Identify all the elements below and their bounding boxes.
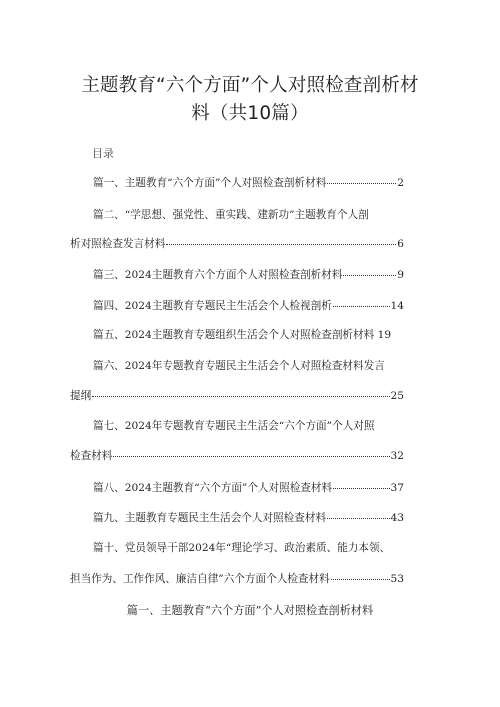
toc-entry-text: 析对照检查发言材料 <box>70 238 166 250</box>
toc-page-number: 2 <box>397 177 404 189</box>
toc-entry-text: 提纲 <box>70 390 92 402</box>
toc-entry-text: 篇三、2024主题教育六个方面个人对照检查剖析材料 <box>93 269 343 281</box>
toc-page-number: 9 <box>397 269 404 281</box>
toc-page-number: 14 <box>390 300 404 312</box>
section-title: 篇一、主题教育“六个方面”个人对照检查剖析材料 <box>126 604 374 617</box>
toc-dot-leader <box>92 386 389 397</box>
document-title-line-1: 主题教育“六个方面”个人对照检查剖析材 <box>81 75 419 96</box>
toc-entry-10-line-1[interactable]: 篇十、党员领导干部2024年“理论学习、政治素质、能力本领、 <box>93 542 391 554</box>
toc-page-number: 37 <box>390 482 404 494</box>
toc-entry-1[interactable] <box>93 175 404 189</box>
toc-entry-text: 篇八、2024主题教育“六个方面”个人对照检查材料 <box>93 482 333 494</box>
document-title <box>60 72 440 128</box>
toc-entry-text: 篇九、主题教育专题民主生活会个人对照检查材料 <box>93 512 327 524</box>
toc-page-number: 32 <box>390 450 404 462</box>
toc-entry-5[interactable]: 篇五、2024主题教育专题组织生活会个人对照检查剖析材料 19 <box>93 329 392 341</box>
toc-heading: 目录 <box>92 147 114 160</box>
toc-entry-7[interactable] <box>70 448 404 462</box>
toc-page-number: 6 <box>397 238 404 250</box>
toc-entry-text: 检查材料 <box>70 450 113 462</box>
toc-dot-leader <box>331 569 390 580</box>
toc-entry-2[interactable] <box>70 236 404 250</box>
toc-entry-3[interactable] <box>93 267 404 281</box>
toc-entry-text: 篇四、2024主题教育专题民主生活会个人检视剖析 <box>93 300 332 312</box>
toc-page-number: 43 <box>390 512 404 524</box>
toc-entry-6-line-1[interactable]: 篇六、2024年专题教育专题民主生活会个人对照检查材料发言 <box>93 360 385 372</box>
toc-entry-10[interactable] <box>70 571 404 585</box>
toc-dot-leader <box>333 478 389 489</box>
toc-dot-leader <box>113 446 389 457</box>
toc-dot-leader <box>327 173 396 184</box>
toc-entry-8[interactable] <box>93 480 404 494</box>
toc-page-number: 53 <box>390 573 404 585</box>
toc-entry-9[interactable] <box>93 510 404 524</box>
toc-entry-6[interactable] <box>70 388 404 402</box>
toc-dot-leader <box>327 508 389 519</box>
document-title-line-2: 料（共10篇） <box>191 103 309 124</box>
toc-dot-leader <box>333 296 390 307</box>
toc-dot-leader <box>343 265 396 276</box>
toc-entry-text: 篇一、主题教育“六个方面”个人对照检查剖析材料 <box>93 177 327 189</box>
toc-page-number: 25 <box>390 390 404 402</box>
toc-entry-2-line-1[interactable]: 篇二、“学思想、强党性、重实践、建新功”主题教育个人剖 <box>93 209 369 221</box>
toc-dot-leader <box>166 234 396 245</box>
toc-entry-7-line-1[interactable]: 篇七、2024年专题教育专题民主生活会“六个方面”个人对照 <box>93 420 375 432</box>
toc-entry-4[interactable] <box>93 298 404 312</box>
toc-entry-text: 担当作为、工作作风、廉洁自律”六个方面个人检查材料 <box>70 573 330 585</box>
